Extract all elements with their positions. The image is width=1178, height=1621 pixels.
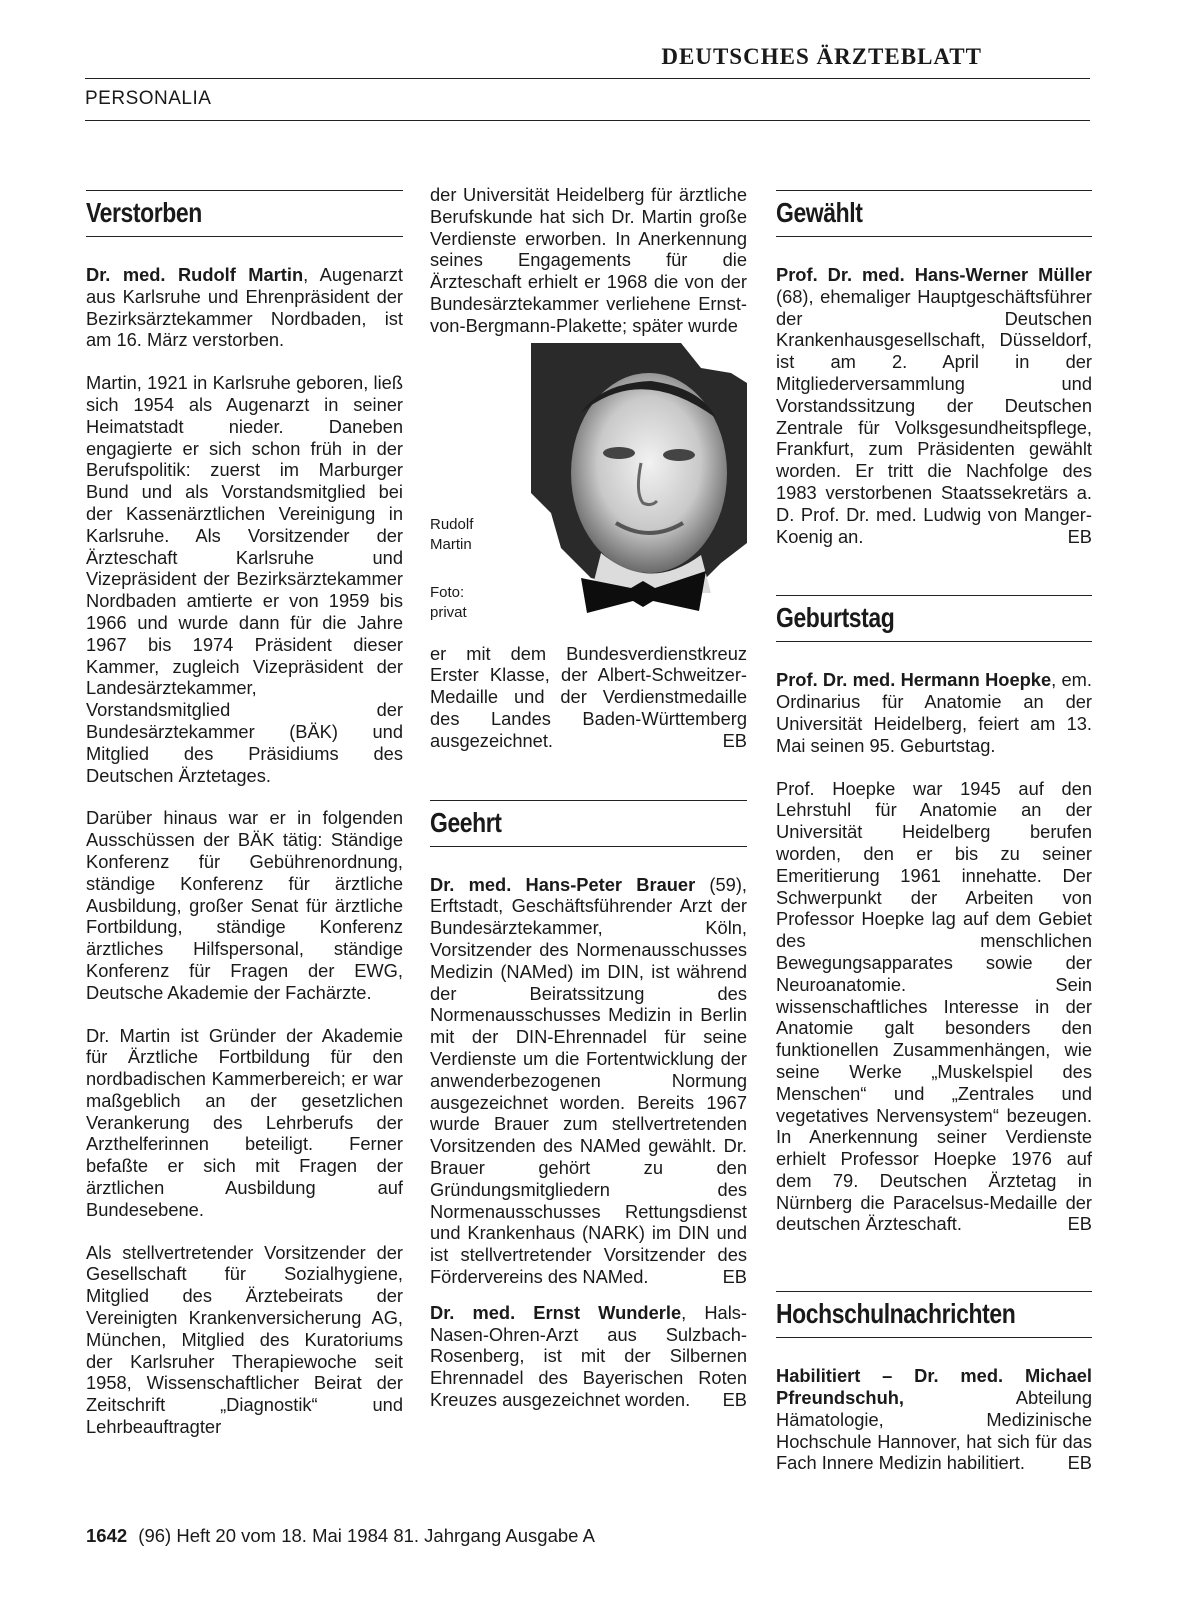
heading-verstorben: Verstorben [86,197,202,228]
author-sign: EB [722,729,747,751]
election-text: (68), ehemaliger Hauptgeschäftsführer der Deutschen Krankenhausgesellschaft, Düsseldorf, ist am 2. April in der Mitgliederversammlung und Vorstandssitzung der Deutschen Zentrale für Volksgesundheitspflege, Frankfurt, zum Präsidenten gewählt worden. Er tritt die Nachfolge des 1983 verstorbenen Staatssekretärs a. D. Prof. Dr. med. Ludwig von Manger-Koenig an. [776,285,1092,547]
column-3 [776,190,1092,1474]
person-name: Dr. med. Rudolf Martin [86,264,304,285]
author-sign: EB [722,1388,747,1410]
heading-hochschulnachrichten: Hochschulnachrichten [776,1298,1016,1330]
author-sign: EB [1067,1213,1092,1235]
election-paragraph [776,264,1092,547]
heading-rule [430,846,747,847]
heading-rule [776,595,1092,596]
column-1 [86,190,403,1438]
author-sign: EB [722,1265,747,1287]
person-name: Prof. Dr. med. Hans-Werner Müller [776,264,1092,285]
person-name: Dr. med. Hans-Peter Brauer [430,873,696,895]
university-paragraph [776,1365,1092,1474]
heading-gewaehlt: Gewählt [776,197,863,228]
issue-info: (96) Heft 20 vom 18. Mai 1984 81. Jahrgang Ausgabe A [138,1525,595,1546]
heading-rule [86,190,403,191]
obituary-paragraph: Darüber hinaus war er in folgenden Ausschüssen der BÄK tätig: Ständige Konferenz für Gebührenordnung, ständige Konferenz für ärztliche Ausbildung, großer Senat für ärztliche Fortbildung, ständige Konferenz ärztliches Hilfspersonal, ständige Konferenz für Fragen der EWG, Deutsche Akademie der Fachärzte. [86,807,403,1003]
section-divider [85,120,1090,121]
university-text: Abteilung Hämatologie, Medizinische Hochschule Hannover, hat sich für das Fach Innere Medizin habilitiert. [776,1387,1092,1474]
heading-rule [776,236,1092,237]
birthday-text: Prof. Hoepke war 1945 auf den Lehrstuhl für Anatomie an der Universität Heidelberg berufen worden, den er bis zu seiner Emeritierung 1961 innehatte. Der Schwerpunkt der Arbeiten von Professor Hoepke lag auf dem Gebiet des menschlichen Bewegungsapparates sowie der Neuroanatomie. Sein wissenschaftliches Interesse in der Anatomie galt besonders den funktionellen Zusammenhängen, wie seine Werke „Muskelspiel des Menschen“ und „Zentrales und vegetatives Nervensystem“ bezeugen. In Anerkennung seiner Verdienste erhielt Professor Hoepke 1976 auf dem 79. Deutschen Ärztetag in Nürnberg die Paracelsus-Medaille der deutschen Ärzteschaft. [776,777,1092,1235]
author-sign: EB [1067,525,1092,547]
heading-geehrt: Geehrt [430,806,502,838]
heading-rule [776,1337,1092,1338]
honor-paragraph [430,1302,747,1411]
obituary-intro-text: , Augenarzt aus Karlsruhe und Ehrenpräsident der Bezirksärztekammer Nordbaden, ist am 16. März verstorben. [86,264,403,351]
portrait-photo [531,343,747,639]
birthday-intro [776,669,1092,756]
honor-paragraph [430,874,747,1288]
heading-rule [430,800,747,801]
heading-rule [776,1291,1092,1292]
heading-rule [776,190,1092,191]
section-label: PERSONALIA [85,88,212,109]
column-2 [430,184,747,1411]
honor-text: , Hals-Nasen-Ohren-Arzt aus Sulzbach-Rosenberg, ist mit der Silbernen Ehrennadel des Bayerischen Roten Kreuzes ausgezeichnet worden. [430,1301,747,1410]
photo-credit: Foto: privat [430,583,467,621]
photo-block [430,343,747,639]
birthday-intro-text: , em. Ordinarius für Anatomie an der Universität Heidelberg, feiert am 13. Mai seinen 95. Geburtstag. [776,669,1092,756]
heading-rule [776,641,1092,642]
masthead [85,44,1090,79]
heading-geburtstag: Geburtstag [776,602,895,634]
obituary-paragraph: Als stellvertretender Vorsitzender der Gesellschaft für Sozialhygiene, Mitglied des Ärztebeirats der Vereinigten Krankenversicherung AG, München, Mitglied des Kuratoriums der Karlsruher Therapiewoche seit 1958, Wissenschaftlicher Beirat der Zeitschrift „Diagnostik“ und Lehrbeauftragter [86,1241,403,1438]
person-name: Habilitiert – Dr. med. Michael Pfreundschuh, [776,1365,1092,1409]
obituary-continued [430,643,747,752]
photo-caption: Rudolf Martin [430,515,474,553]
obituary-continued-text: er mit dem Bundesverdienstkreuz Erster Klasse, der Albert-Schweitzer-Medaille und der Verdienstmedaille des Landes Baden-Württemberg ausgezeichnet. [430,642,747,751]
obituary-paragraph: Martin, 1921 in Karlsruhe geboren, ließ sich 1954 als Augenarzt in seiner Heimatstadt nieder. Daneben engagierte er sich schon früh in der Berufspolitik: zuerst im Marburger Bund und als Vorstandsmitglied bei der Kassenärztlichen Vereinigung in Karlsruhe. Als Vorsitzender der Ärzteschaft Karlsruhe und Vizepräsident der Bezirksärztekammer Nordbaden amtierte er von 1959 bis 1966 und wurde dann für die Jahre 1967 bis 1974 Präsident dieser Kammer, zugleich Vizepräsident der Landesärztekammer, Vorstandsmitglied der Bundesärztekammer (BÄK) und Mitglied des Präsidiums des Deutschen Ärztetages. [86,372,403,786]
page-number: 1642 [86,1525,128,1546]
person-name: Dr. med. Ernst Wunderle [430,1301,682,1323]
person-name: Prof. Dr. med. Hermann Hoepke [776,669,1052,691]
obituary-continued: der Universität Heidelberg für ärztliche Berufskunde hat sich Dr. Martin große Verdienste erworben. In Anerkennung seines Engagements für die Ärzteschaft erhielt er 1968 die von der Bundesärztekammer verliehene Ernst-von-Bergmann-Plakette; später wurde [430,184,747,336]
journal-title: DEUTSCHES ÄRZTEBLATT [661,44,982,69]
page-footer [86,1525,595,1547]
author-sign: EB [1067,1452,1092,1474]
heading-rule [86,236,403,237]
obituary-paragraph: Dr. Martin ist Gründer der Akademie für Ärztliche Fortbildung für den nordbadischen Kammerbereich; er war maßgeblich an der gesetzlichen Verankerung des Lehrberufs der Arzthelferinnen beteiligt. Ferner befaßte er sich mit Fragen der ärztlichen Ausbildung auf Bundesebene. [86,1024,403,1220]
birthday-paragraph [776,778,1092,1236]
honor-text: (59), Erftstadt, Geschäftsführender Arzt der Bundesärztekammer, Köln, Vorsitzender des Normenausschusses Medizin (NAMed) im DIN, ist während der Beiratssitzung des Normenausschusses Medizin in Berlin mit der DIN-Ehrennadel für seine Verdienste um die Fortentwicklung der anwenderbezogenen Normung ausgezeichnet worden. Bereits 1967 wurde Brauer zum stellvertretenden Vorsitzenden des NAMed gewählt. Dr. Brauer gehört zu den Gründungsmitgliedern des Normenausschusses Rettungsdienst und Krankenhaus (NARK) im DIN und ist stellvertretender Vorsitzender des Fördervereins des NAMed. [430,873,748,1287]
obituary-intro [86,264,403,351]
